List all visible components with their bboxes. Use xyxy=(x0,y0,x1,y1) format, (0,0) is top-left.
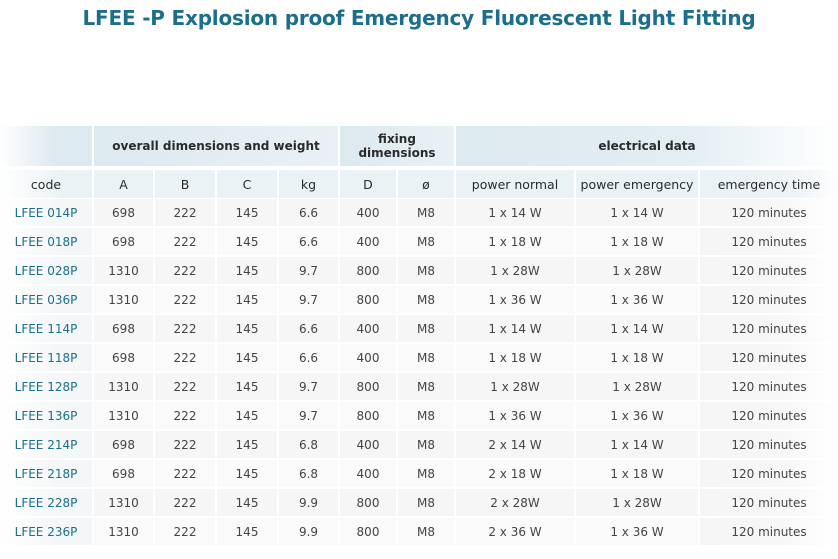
cell-power-normal: 1 x 14 W xyxy=(456,199,574,226)
cell-b: 222 xyxy=(155,228,215,255)
cell-power-normal: 1 x 36 W xyxy=(456,286,574,313)
cell-power-normal: 2 x 36 W xyxy=(456,518,574,545)
table-row xyxy=(0,460,838,489)
cell-code: LFEE 218P xyxy=(0,460,92,487)
cell-code: LFEE 114P xyxy=(0,315,92,342)
cell-diameter: M8 xyxy=(398,344,454,371)
cell-d: 400 xyxy=(340,344,396,371)
cell-d: 800 xyxy=(340,489,396,516)
cell-power-emergency: 1 x 18 W xyxy=(576,344,698,371)
cell-a: 1310 xyxy=(94,402,153,429)
cell-c: 145 xyxy=(217,518,277,545)
cell-kg: 6.6 xyxy=(279,228,338,255)
cell-a: 1310 xyxy=(94,257,153,284)
cell-emergency-time: 120 minutes xyxy=(700,431,838,458)
cell-diameter: M8 xyxy=(398,257,454,284)
cell-d: 800 xyxy=(340,373,396,400)
cell-diameter: M8 xyxy=(398,228,454,255)
cell-code: LFEE 028P xyxy=(0,257,92,284)
cell-power-emergency: 1 x 18 W xyxy=(576,228,698,255)
cell-a: 1310 xyxy=(94,518,153,545)
cell-code: LFEE 036P xyxy=(0,286,92,313)
cell-b: 222 xyxy=(155,286,215,313)
cell-a: 698 xyxy=(94,344,153,371)
cell-code: LFEE 228P xyxy=(0,489,92,516)
table-row xyxy=(0,315,838,344)
cell-power-emergency: 1 x 36 W xyxy=(576,402,698,429)
cell-emergency-time: 120 minutes xyxy=(700,315,838,342)
cell-a: 698 xyxy=(94,431,153,458)
cell-c: 145 xyxy=(217,199,277,226)
cell-code: LFEE 118P xyxy=(0,344,92,371)
cell-kg: 9.7 xyxy=(279,286,338,313)
column-header-b: B xyxy=(155,170,215,198)
cell-power-normal: 2 x 28W xyxy=(456,489,574,516)
cell-power-emergency: 1 x 14 W xyxy=(576,431,698,458)
cell-d: 400 xyxy=(340,228,396,255)
cell-diameter: M8 xyxy=(398,402,454,429)
group-header-electrical: electrical data xyxy=(456,126,838,166)
cell-code: LFEE 018P xyxy=(0,228,92,255)
cell-emergency-time: 120 minutes xyxy=(700,460,838,487)
page-title: LFEE -P Explosion proof Emergency Fluorescent Light Fitting xyxy=(82,6,756,30)
cell-kg: 6.6 xyxy=(279,199,338,226)
group-header-dimensions: overall dimensions and weight xyxy=(94,126,338,166)
cell-emergency-time: 120 minutes xyxy=(700,373,838,400)
cell-d: 400 xyxy=(340,315,396,342)
cell-diameter: M8 xyxy=(398,489,454,516)
cell-c: 145 xyxy=(217,286,277,313)
table-row xyxy=(0,489,838,518)
group-header-fixing-line2: dimensions xyxy=(358,146,436,160)
cell-c: 145 xyxy=(217,344,277,371)
table-row xyxy=(0,373,838,402)
cell-b: 222 xyxy=(155,431,215,458)
cell-b: 222 xyxy=(155,344,215,371)
cell-emergency-time: 120 minutes xyxy=(700,228,838,255)
cell-c: 145 xyxy=(217,489,277,516)
cell-emergency-time: 120 minutes xyxy=(700,518,838,545)
column-header-code: code xyxy=(0,170,92,198)
cell-c: 145 xyxy=(217,402,277,429)
cell-emergency-time: 120 minutes xyxy=(700,402,838,429)
column-header-d: D xyxy=(340,170,396,198)
cell-kg: 9.9 xyxy=(279,489,338,516)
table-row xyxy=(0,257,838,286)
cell-emergency-time: 120 minutes xyxy=(700,286,838,313)
cell-diameter: M8 xyxy=(398,373,454,400)
cell-b: 222 xyxy=(155,402,215,429)
group-header-fixing-line1: fixing xyxy=(378,132,416,146)
cell-b: 222 xyxy=(155,315,215,342)
column-header-power-normal: power normal xyxy=(456,170,574,198)
cell-emergency-time: 120 minutes xyxy=(700,199,838,226)
column-header-kg: kg xyxy=(279,170,338,198)
group-header-empty xyxy=(0,126,92,166)
cell-power-emergency: 1 x 18 W xyxy=(576,460,698,487)
cell-power-normal: 2 x 18 W xyxy=(456,460,574,487)
table-row xyxy=(0,431,838,460)
table-row xyxy=(0,228,838,257)
cell-power-normal: 1 x 28W xyxy=(456,257,574,284)
table-row xyxy=(0,402,838,431)
table-row xyxy=(0,518,838,547)
cell-power-normal: 1 x 14 W xyxy=(456,315,574,342)
cell-kg: 6.8 xyxy=(279,431,338,458)
cell-c: 145 xyxy=(217,460,277,487)
cell-c: 145 xyxy=(217,228,277,255)
cell-a: 698 xyxy=(94,228,153,255)
cell-a: 1310 xyxy=(94,373,153,400)
column-header-c: C xyxy=(217,170,277,198)
cell-code: LFEE 214P xyxy=(0,431,92,458)
cell-power-emergency: 1 x 36 W xyxy=(576,518,698,545)
cell-kg: 9.9 xyxy=(279,518,338,545)
cell-power-normal: 1 x 28W xyxy=(456,373,574,400)
cell-power-normal: 1 x 36 W xyxy=(456,402,574,429)
cell-b: 222 xyxy=(155,373,215,400)
cell-c: 145 xyxy=(217,257,277,284)
cell-d: 400 xyxy=(340,199,396,226)
cell-a: 698 xyxy=(94,315,153,342)
cell-power-emergency: 1 x 14 W xyxy=(576,315,698,342)
cell-d: 400 xyxy=(340,431,396,458)
column-header-emergency-time: emergency time xyxy=(700,170,838,198)
cell-power-normal: 2 x 14 W xyxy=(456,431,574,458)
cell-kg: 9.7 xyxy=(279,257,338,284)
cell-d: 800 xyxy=(340,286,396,313)
cell-kg: 9.7 xyxy=(279,373,338,400)
table-row xyxy=(0,199,838,228)
cell-c: 145 xyxy=(217,315,277,342)
cell-b: 222 xyxy=(155,460,215,487)
cell-code: LFEE 128P xyxy=(0,373,92,400)
cell-diameter: M8 xyxy=(398,431,454,458)
cell-d: 800 xyxy=(340,402,396,429)
cell-b: 222 xyxy=(155,257,215,284)
cell-power-emergency: 1 x 36 W xyxy=(576,286,698,313)
cell-b: 222 xyxy=(155,199,215,226)
cell-code: LFEE 236P xyxy=(0,518,92,545)
cell-power-emergency: 1 x 14 W xyxy=(576,199,698,226)
cell-b: 222 xyxy=(155,489,215,516)
cell-power-emergency: 1 x 28W xyxy=(576,489,698,516)
table-row xyxy=(0,286,838,315)
cell-power-normal: 1 x 18 W xyxy=(456,228,574,255)
cell-diameter: M8 xyxy=(398,460,454,487)
cell-kg: 9.7 xyxy=(279,402,338,429)
column-header-a: A xyxy=(94,170,153,198)
cell-d: 800 xyxy=(340,518,396,545)
cell-power-emergency: 1 x 28W xyxy=(576,257,698,284)
cell-c: 145 xyxy=(217,373,277,400)
cell-kg: 6.6 xyxy=(279,315,338,342)
column-header-power-emergency: power emergency xyxy=(576,170,698,198)
cell-power-emergency: 1 x 28W xyxy=(576,373,698,400)
cell-d: 800 xyxy=(340,257,396,284)
group-header-fixing xyxy=(340,126,454,166)
cell-a: 1310 xyxy=(94,286,153,313)
cell-emergency-time: 120 minutes xyxy=(700,489,838,516)
cell-code: LFEE 136P xyxy=(0,402,92,429)
cell-c: 145 xyxy=(217,431,277,458)
cell-kg: 6.6 xyxy=(279,344,338,371)
column-header-diameter: ø xyxy=(398,170,454,198)
cell-diameter: M8 xyxy=(398,286,454,313)
cell-power-normal: 1 x 18 W xyxy=(456,344,574,371)
cell-diameter: M8 xyxy=(398,199,454,226)
cell-d: 400 xyxy=(340,460,396,487)
table-row xyxy=(0,344,838,373)
cell-diameter: M8 xyxy=(398,518,454,545)
cell-diameter: M8 xyxy=(398,315,454,342)
cell-kg: 6.8 xyxy=(279,460,338,487)
cell-emergency-time: 120 minutes xyxy=(700,257,838,284)
cell-code: LFEE 014P xyxy=(0,199,92,226)
cell-emergency-time: 120 minutes xyxy=(700,344,838,371)
cell-a: 1310 xyxy=(94,489,153,516)
cell-b: 222 xyxy=(155,518,215,545)
cell-a: 698 xyxy=(94,199,153,226)
cell-a: 698 xyxy=(94,460,153,487)
